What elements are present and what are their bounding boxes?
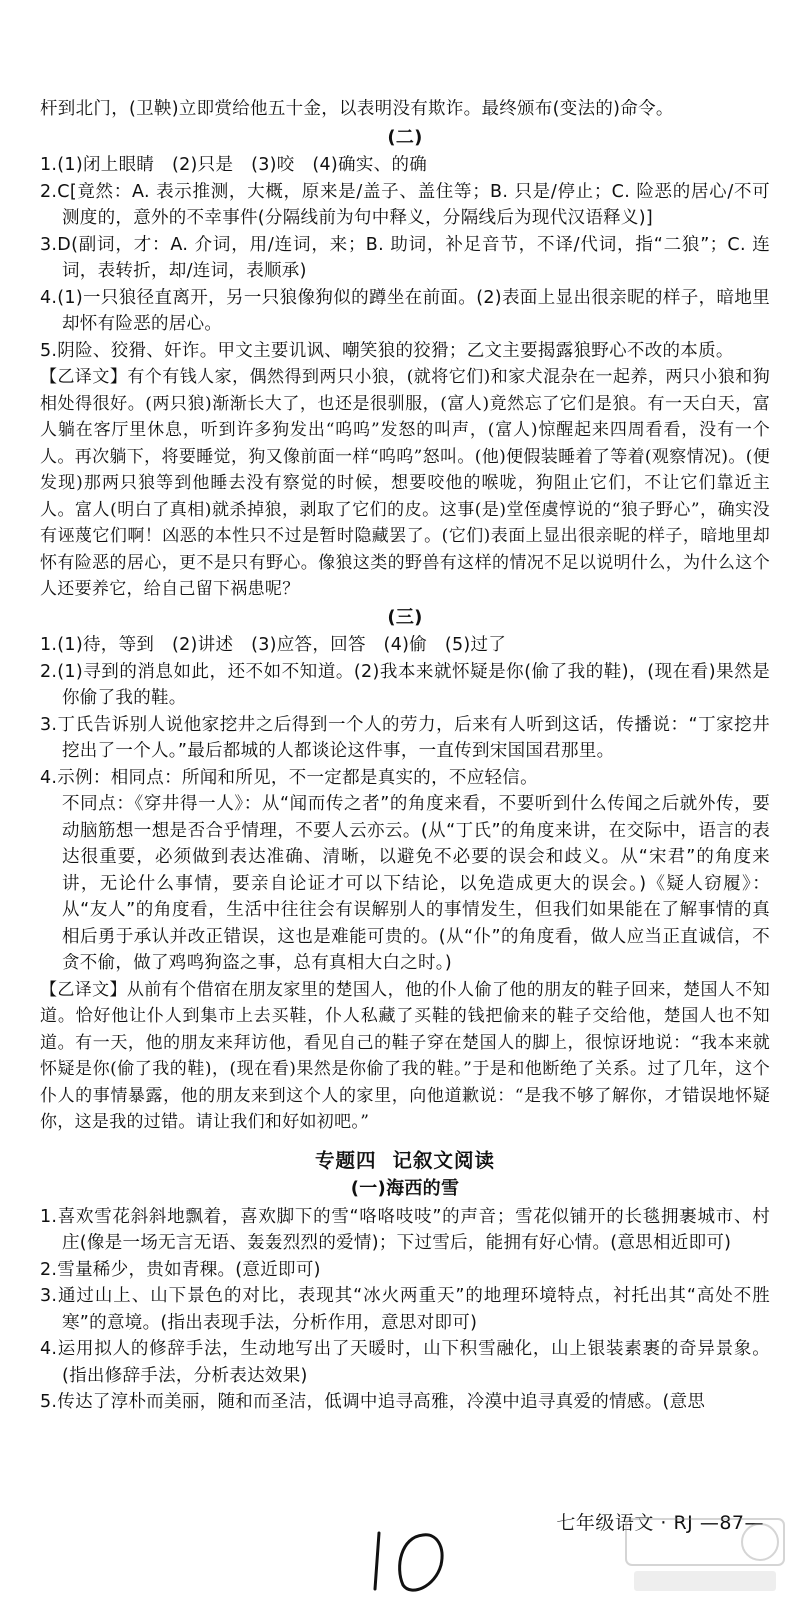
topic-title [40, 1148, 770, 1175]
answer-item: 5.传达了淳朴而美丽，随和而圣洁，低调中追寻高雅，冷漠中追寻真爱的情感。(意思 [40, 1392, 706, 1412]
answer-detail: 不同点：《穿井得一人》：从“闻而传之者”的角度来看，不要听到什么传闻之后就外传，要动脑筋想一想是否合乎情理，不要人云亦云。(从“丁氏”的角度来讲，在交际中，语言的表达很重要，必须做到表达准确、清晰，以避免不必要的误会和歧义。从“宋君”的角度来讲，无论什么事情，要亲自论证才可以下结论，以免造成更大的误会。)《疑人窃履》：从“友人”的角度看，生活中往往会有误解别人的事情发生，但我们如果能在了解事情的真相后勇于承认并改正错误，这也是难能可贵的。(从“仆”的角度看，做人应当正直诚信，不贪不偷，做了鸡鸣狗盗之事，总有真相大白之时。) [62, 794, 770, 973]
translation-paragraph: 【乙译文】有个有钱人家，偶然得到两只小狼，(就将它们)和家犬混杂在一起养，两只小狼和狗相处得很好。(两只狼)渐渐长大了，也还是很驯服，(富人)竟然忘了它们是狼。有一天白天，富人躺在客厅里休息，听到许多狗发出“呜呜”发怒的叫声，(富人)惊醒起来四周看看，没有一个人。再次躺下，将要睡觉，狗又像前面一样“呜呜”怒叫。(他)便假装睡着了等着(观察情况)。(便发现)那两只狼等到他睡去没有察觉的时候，想要咬他的喉咙，狗阻止它们，不让它们靠近主人。富人(明白了真相)就杀掉狼，剥取了它们的皮。这事(是)堂侄虞惇说的“狼子野心”，确实没有诬蔑它们啊！凶恶的本性只不过是暂时隐藏罢了。(它们)表面上显出很亲昵的样子，暗地里却怀有险恶的居心，更不是只有野心。像狼这类的野兽有这样的情况不足以说明什么，为什么这个人还要养它，给自己留下祸患呢？ [40, 367, 770, 599]
answer-item: 5.阴险、狡猾、奸诈。甲文主要讥讽、嘲笑狼的狡猾；乙文主要揭露狼野心不改的本质。 [40, 340, 734, 361]
page-content [40, 96, 770, 1416]
topic-number: 专题四 [314, 1148, 377, 1172]
answer-item: 2.雪量稀少，贵如青稞。(意近即可) [40, 1259, 321, 1280]
handwritten-page-number [365, 1527, 455, 1597]
answer-item: 1.(1)待，等到 (2)讲述 (3)应答，回答 (4)偷 (5)过了 [40, 635, 507, 655]
answer-item: 2.C[竟然：A. 表示推测，大概，原来是/盖子、盖住等；B. 只是/停止；C. 险恶的居心/不可测度的，意外的不幸事件(分隔线前为句中释义，分隔线后为现代汉语释义)] [40, 181, 770, 228]
answer-item: 3.通过山上、山下景色的对比，表现其“冰火两重天”的地理环境特点，衬托出其“高处不胜寒”的意境。(指出表现手法，分析作用，意思对即可) [40, 1286, 770, 1333]
text-line: 杆到北门，(卫鞅)立即赏给他五十金，以表明没有欺诈。最终颁布(变法的)命令。 [40, 99, 674, 119]
answer-item: 1.(1)闭上眼睛 (2)只是 (3)咬 (4)确实、的确 [40, 155, 428, 175]
watermark-logo [620, 1515, 790, 1597]
answer-item: 4.示例：相同点：所闻和所见，不一定都是真实的，不应轻信。 [40, 767, 538, 788]
answer-item: 4.运用拟人的修辞手法，生动地写出了天暖时，山下积雪融化，山上银装素裹的奇异景象。(指出修辞手法，分析表达效果) [40, 1339, 770, 1386]
section-heading: (二) [387, 126, 423, 148]
section-heading: (一)海西的雪 [350, 1178, 460, 1199]
answer-item: 1.喜欢雪花斜斜地飘着，喜欢脚下的雪“咯咯吱吱”的声音；雪花似铺开的长毯拥裹城市、村庄(像是一场无言无语、轰轰烈烈的爱情)；下过雪后，能拥有好心情。(意思相近即可) [40, 1206, 770, 1253]
answer-item: 4.(1)一只狼径直离开，另一只狼像狗似的蹲坐在前面。(2)表面上显出很亲昵的样子，暗地里却怀有险恶的居心。 [40, 287, 770, 334]
translation-paragraph: 【乙译文】从前有个借宿在朋友家里的楚国人，他的仆人偷了他的朋友的鞋子回来，楚国人不知道。恰好他让仆人到集市上去买鞋，仆人私藏了买鞋的钱把偷来的鞋子交给他，楚国人也不知道。有一天，他的朋友来拜访他，看见自己的鞋子穿在楚国人的脚上，很惊讶地说：“我本来就怀疑是你(偷了我的鞋)，(现在看)果然是你偷了我的鞋。”于是和他断绝了关系。过了几年，这个仆人的事情暴露，他的朋友来到这个人的家里，向他道歉说：“是我不够了解你，才错误地怀疑你，这是我的过错。请让我们和好如初吧。” [40, 979, 770, 1132]
section-heading: (三) [387, 606, 423, 628]
topic-name: 记叙文阅读 [392, 1148, 496, 1172]
page-footer: 七年级语文 · RJ —87— [556, 1512, 764, 1534]
answer-item: 3.丁氏告诉别人说他家挖井之后得到一个人的劳力，后来有人听到这话，传播说：“丁家挖井挖出了一个人。”最后都城的人都谈论这件事，一直传到宋国国君那里。 [40, 714, 770, 761]
answer-item: 2.(1)寻到的消息如此，还不如不知道。(2)我本来就怀疑是你(偷了我的鞋)，(现在看)果然是你偷了我的鞋。 [40, 661, 770, 708]
answer-item: 3.D(副词，才：A. 介词，用/连词，来；B. 助词，补足音节，不译/代词，指“二狼”；C. 连词，表转折，却/连词，表顺承) [40, 234, 770, 281]
